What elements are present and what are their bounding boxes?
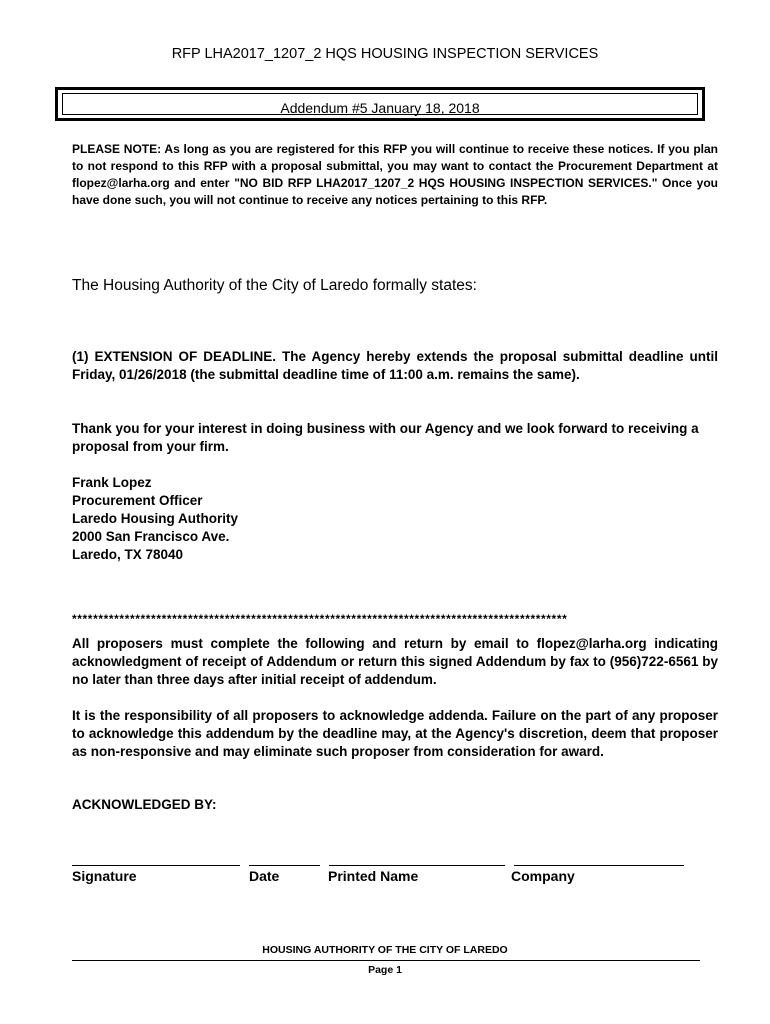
- contact-block: [72, 474, 238, 564]
- proposers-instructions: All proposers must complete the following and return by email to flopez@larha.org indicating acknowledgment of receipt of Addendum or return this signed Addendum by fax to (956)722-6561 by no later than three days after initial receipt of addendum.: [72, 636, 718, 687]
- separator-line: **********************************************************************************************: [72, 612, 568, 626]
- thank-you-paragraph: Thank you for your interest in doing business with our Agency and we look forward to receiving a proposal from your firm.: [72, 421, 699, 454]
- acknowledged-by-label: ACKNOWLEDGED BY:: [72, 797, 217, 812]
- addendum-box: [55, 87, 705, 121]
- page-number: Page 1: [368, 964, 402, 976]
- company-label: Company: [511, 868, 575, 884]
- date-line: [249, 865, 320, 866]
- please-note-paragraph: PLEASE NOTE: As long as you are registered for this RFP you will continue to receive these notices. If you plan to not respond to this RFP with a proposal submittal, you may want to contact the Procurement Department at flopez@larha.org and enter "NO BID RFP LHA2017_1207_2 HQS HOUSING INSPECTION SERVICES." Once you have done such, you will not continue to receive any notices pertaining to this RFP.: [72, 142, 718, 207]
- footer-organization: HOUSING AUTHORITY OF THE CITY OF LAREDO: [262, 944, 508, 956]
- contact-role: Procurement Officer: [72, 493, 203, 508]
- date-label: Date: [249, 868, 280, 884]
- contact-street: 2000 San Francisco Ave.: [72, 529, 230, 544]
- signature-line: [72, 865, 240, 866]
- extension-of-deadline-paragraph: (1) EXTENSION OF DEADLINE. The Agency hereby extends the proposal submittal deadline until Friday, 01/26/2018 (the submittal deadline time of 11:00 a.m. remains the same).: [72, 349, 718, 382]
- document-title: RFP LHA2017_1207_2 HQS HOUSING INSPECTION SERVICES: [171, 46, 599, 62]
- contact-org: Laredo Housing Authority: [72, 511, 238, 526]
- addendum-heading: Addendum #5 January 18, 2018: [280, 100, 480, 116]
- responsibility-paragraph: It is the responsibility of all proposers to acknowledge addenda. Failure on the part of any proposer to acknowledge this addendum by the deadline may, at the Agency's discretion, deem that proposer as non-responsive and may eliminate such proposer from consideration for award.: [72, 708, 718, 759]
- formal-statement: The Housing Authority of the City of Laredo formally states:: [72, 277, 477, 294]
- addendum-box-inner-border: [62, 93, 698, 115]
- printed-name-line: [329, 865, 505, 866]
- footer-rule: [72, 960, 700, 961]
- signature-label: Signature: [72, 868, 137, 884]
- contact-city: Laredo, TX 78040: [72, 547, 184, 562]
- company-line: [514, 865, 684, 866]
- contact-name: Frank Lopez: [72, 475, 152, 490]
- printed-name-label: Printed Name: [328, 868, 419, 884]
